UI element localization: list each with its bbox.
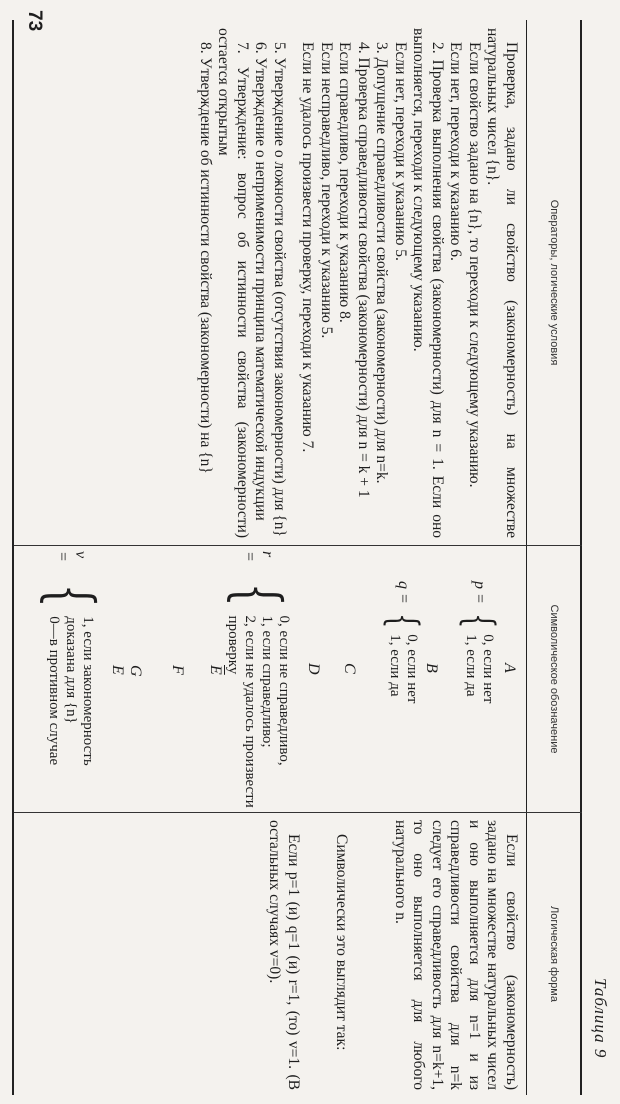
header-logical: Логическая форма <box>548 906 560 1002</box>
operator-2-no: Если нет, переходи к указанию 5. <box>392 42 409 261</box>
symbol-D: D <box>305 663 322 675</box>
symbol-B: B <box>423 663 440 673</box>
symbol-E-bar: $\overline{E}$ <box>207 665 224 675</box>
table-title: Таблица 9 <box>591 978 610 1059</box>
header-symbolic: Символическое обозначение <box>548 604 560 754</box>
logical-paragraph-3: Если p=1 (и) q=1 (и) r=1, (то) v=1. (В остальных случаях v=0). <box>266 820 302 1090</box>
symbol-E: E <box>109 665 126 675</box>
v-case-0: 0—в противном случае <box>46 616 63 766</box>
logical-paragraph-1: Если свойство (закономерность) задано на множестве натуральных чисел и оно выполняется для n=1 и из справедливости свойства для n=k следует его справедливость для n=k+1, то оно выполняется для любого натурального n. <box>392 820 520 1090</box>
r-case-2: 2, если не удалось произвести проверку <box>225 615 258 808</box>
left-brace-icon: { <box>222 582 295 607</box>
operator-3: 3. Допущение справедливости свойства (закономерности) для n=k. <box>373 42 391 484</box>
operator-1-no: Если нет, переходи к указанию 6. <box>447 42 465 261</box>
r-lhs: r = <box>241 551 277 562</box>
operator-2: 2. Проверка выполнения свойства (закономерности) для n = 1. Если оно выполняется, переходи к следующему указанию. <box>410 28 446 538</box>
left-brace-icon: { <box>380 612 426 629</box>
logical-column <box>265 820 520 1090</box>
operators-column <box>196 28 521 538</box>
r-definition <box>222 551 295 814</box>
symbol-A: A <box>501 663 518 673</box>
q-case-1: 1, если да <box>387 634 403 697</box>
operator-4-a: Если справедливо, переходи к указанию 8. <box>336 42 354 323</box>
r-case-1: 1, если справедливо; <box>259 615 275 748</box>
left-brace-icon: { <box>35 583 108 608</box>
table-bottom-rule <box>12 20 14 1095</box>
q-lhs: q = <box>395 581 413 604</box>
p-case-1: 1, если да <box>463 634 479 697</box>
q-case-0: 0, если нет <box>404 634 420 704</box>
left-brace-icon: { <box>456 612 502 629</box>
column-divider-1 <box>14 545 582 546</box>
symbol-F: F <box>169 665 186 675</box>
page-number: 73 <box>24 10 45 32</box>
p-lhs: p = <box>471 581 489 604</box>
p-case-0: 0, если нет <box>480 634 496 704</box>
q-definition <box>380 581 426 704</box>
operator-8: 8. Утверждение об истинности свойства (закономерности) на {n} <box>197 42 214 474</box>
r-case-0: 0, если не справедливо, <box>276 615 292 766</box>
table-top-rule <box>580 20 582 1095</box>
symbol-G: G <box>127 665 144 677</box>
p-definition <box>456 581 502 704</box>
v-lhs: v = <box>54 551 90 562</box>
operator-1: Проверка, задано ли свойство (закономерность) на множестве натуральных чисел {n}. <box>484 28 520 538</box>
v-case-1: 1, если закономерность доказана для {n} <box>63 616 97 766</box>
header-operators: Операторы, логические условия <box>548 199 560 366</box>
operator-7: 7. Утверждение: вопрос об истинности свойства (закономерности) остается открытым <box>215 28 251 538</box>
operator-5: 5. Утверждение о ложности свойства (отсутствия закономерности) для {n} <box>271 42 288 537</box>
logical-paragraph-2: Символически это выглядит так: <box>333 834 351 1051</box>
operator-4: 4. Проверка справедливости свойства (закономерности) для n = k + 1 <box>355 42 372 498</box>
operator-4-b: Если несправедливо, переходи к указанию 5. <box>318 42 335 339</box>
operator-6: 6. Утверждение о неприменимости принципа математической индукции <box>252 42 270 521</box>
symbol-C: C <box>341 663 358 674</box>
operator-1-yes: Если свойство задано на {n}, то переходи к следующему указанию. <box>466 42 483 488</box>
operator-4-c: Если не удалось произвести проверку, переходи к указанию 7. <box>299 42 317 453</box>
v-definition <box>35 551 108 814</box>
header-bottom-rule <box>526 20 527 1095</box>
